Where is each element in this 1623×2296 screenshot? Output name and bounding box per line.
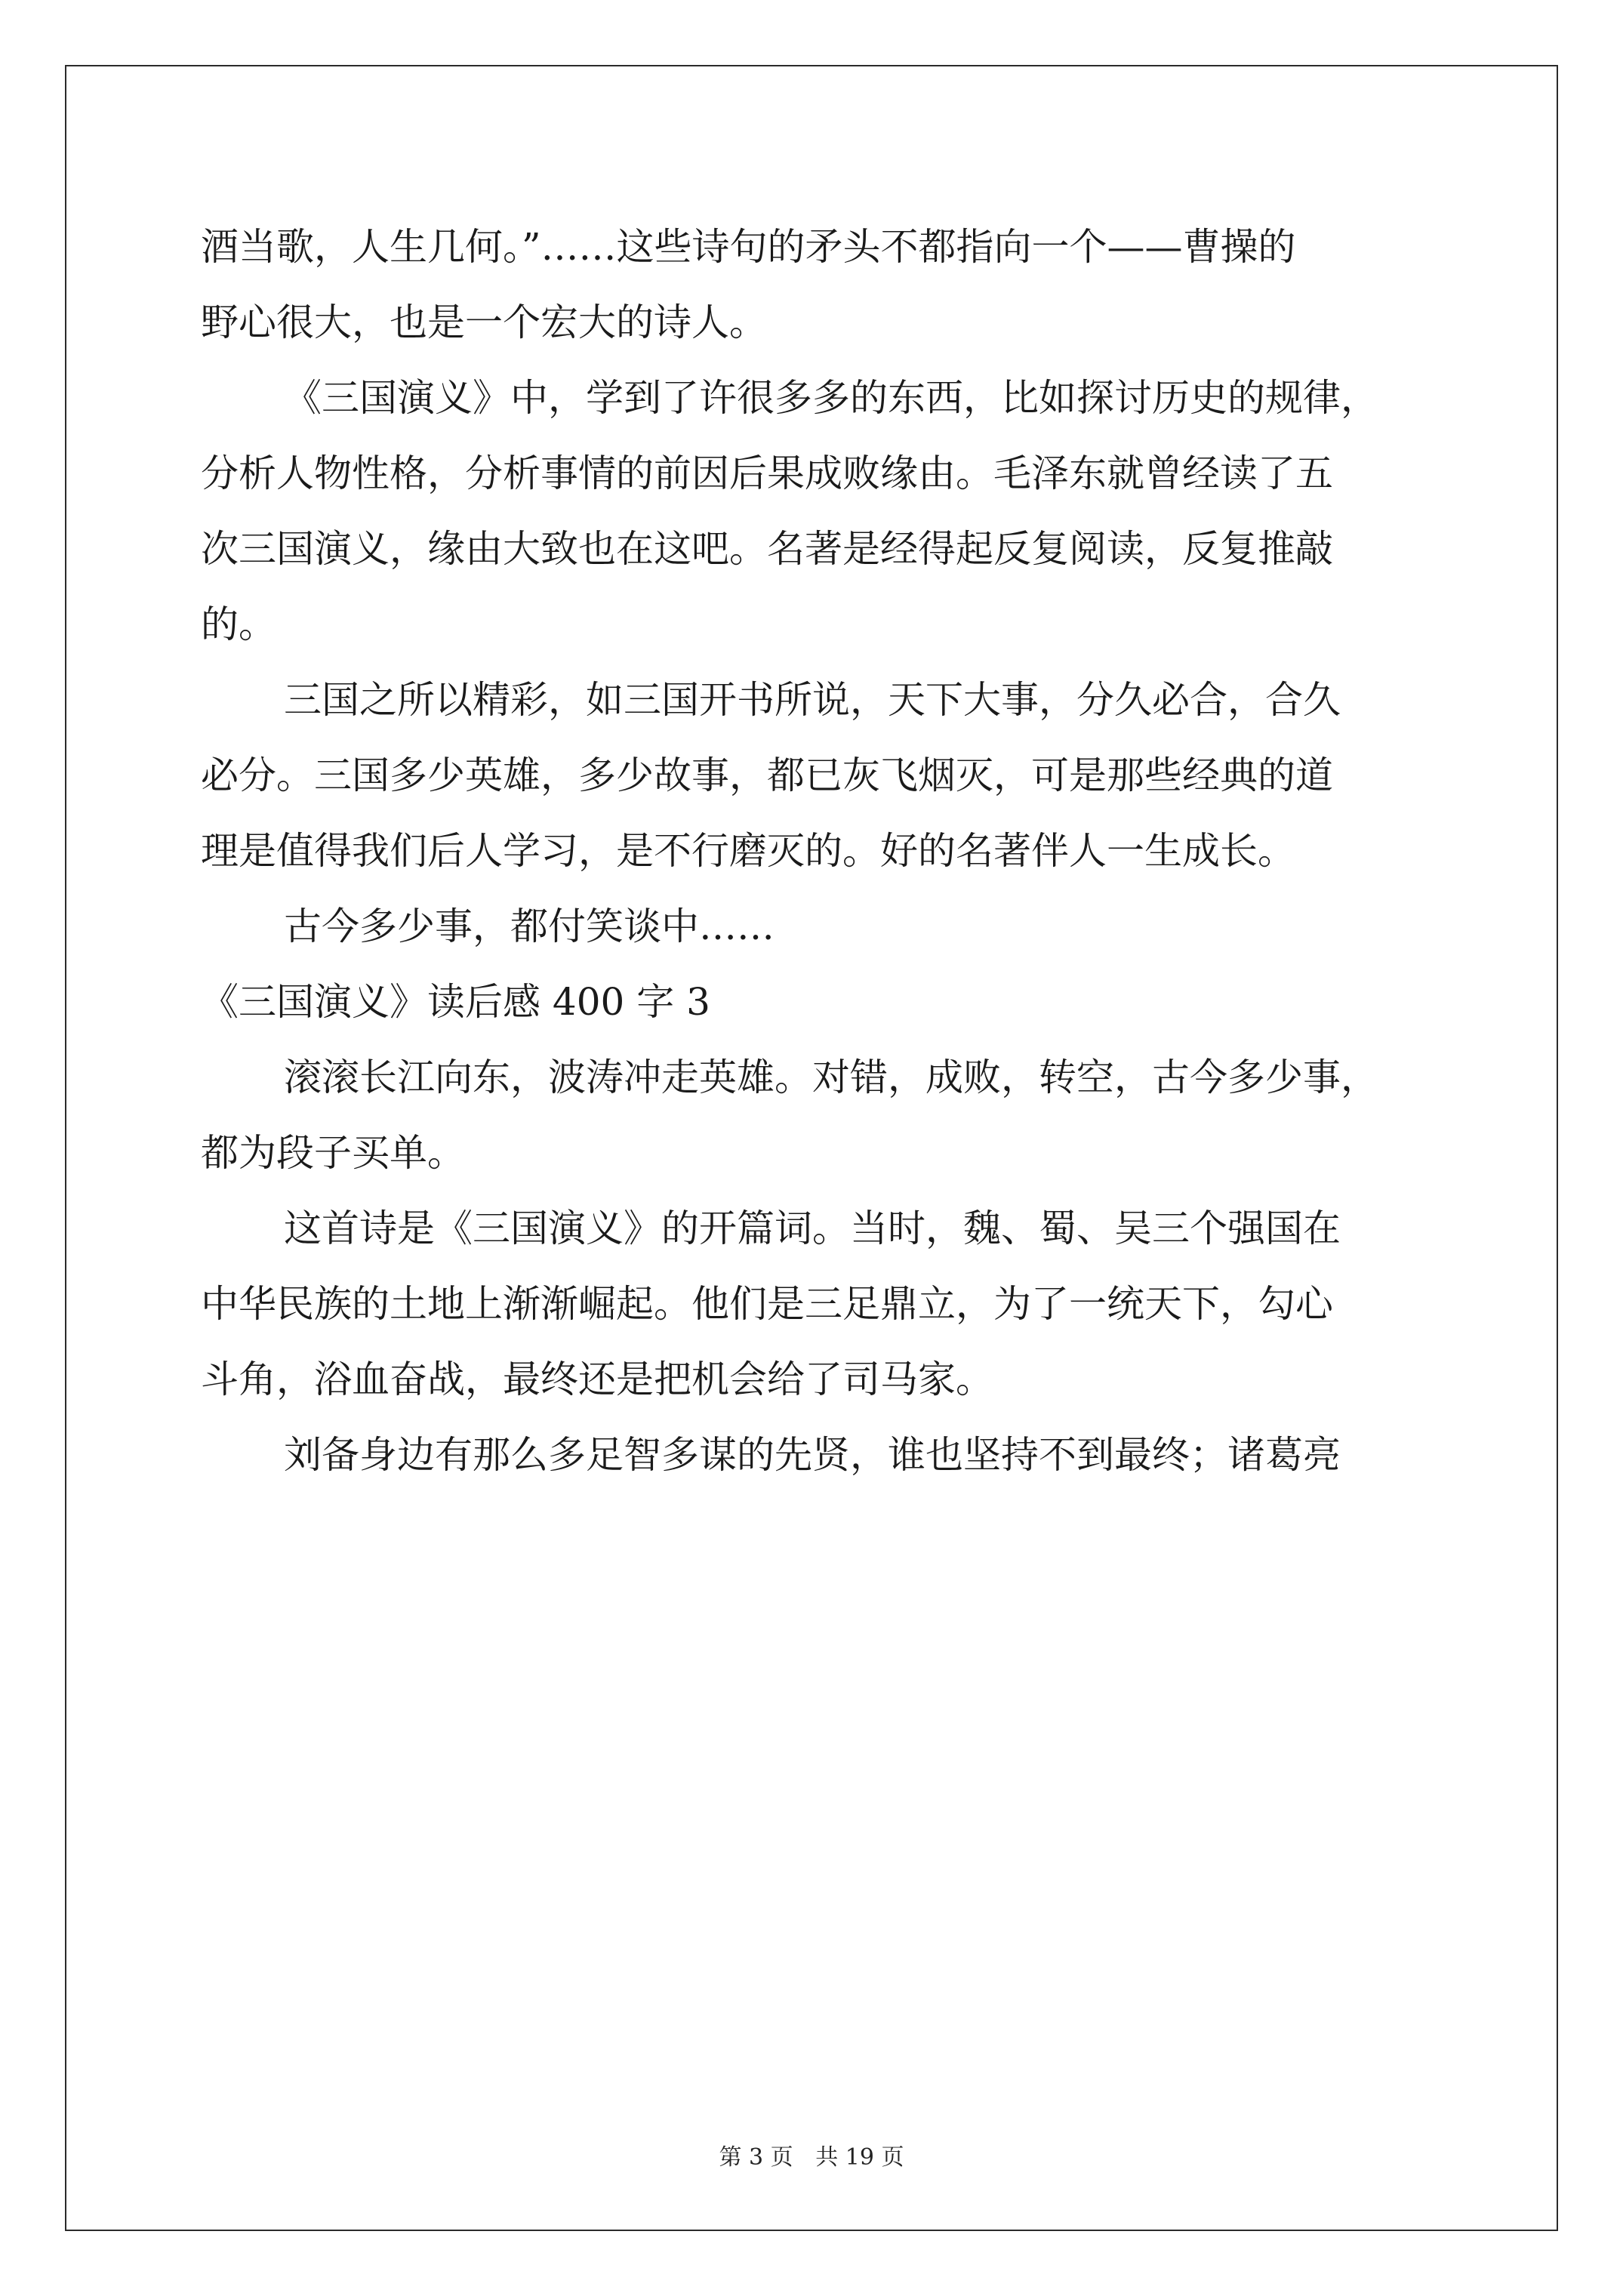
text-line: 必分。三国多少英雄，多少故事，都已灰飞烟灭，可是那些经典的道 (201, 754, 1333, 797)
text-line: 次三国演义，缘由大致也在这吧。名著是经得起反复阅读，反复推敲 (201, 527, 1333, 571)
text-line: 野心很大，也是一个宏大的诗人。 (201, 300, 767, 344)
text-line: 分析人物性格，分析事情的前因后果成败缘由。毛泽东就曾经读了五 (201, 451, 1333, 495)
paragraph-start: 古今多少事，都付笑谈中…… (284, 905, 775, 948)
text-line: 酒当歌，人生几何。”……这些诗句的矛头不都指向一个——曹操的 (201, 225, 1296, 269)
page-total: 共 19 页 (815, 2144, 904, 2171)
section-heading: 《三国演义》读后感 400 字 3 (201, 980, 710, 1024)
text-line: 斗角，浴血奋战，最终还是把机会给了司马家。 (201, 1358, 993, 1401)
text-line: 理是值得我们后人学习，是不行磨灭的。好的名著伴人一生成长。 (201, 829, 1295, 873)
page-number: 第 3 页 (719, 2144, 793, 2171)
text-line: 的。 (201, 603, 276, 646)
paragraph-start: 三国之所以精彩，如三国开书所说，天下大事，分久必合，合久 (284, 678, 1341, 722)
text-line: 中华民族的土地上渐渐崛起。他们是三足鼎立，为了一统天下，勾心 (201, 1282, 1333, 1326)
paragraph-start: 《三国演义》中，学到了许很多多的东西，比如探讨历史的规律， (284, 376, 1378, 420)
paragraph-start: 这首诗是《三国演义》的开篇词。当时，魏、蜀、吴三个强国在 (284, 1207, 1341, 1250)
text-line: 都为段子买单。 (201, 1131, 465, 1175)
paragraph-start: 滚滚长江向东，波涛冲走英雄。对错，成败，转空，古今多少事， (284, 1056, 1378, 1099)
paragraph-start: 刘备身边有那么多足智多谋的先贤，谁也坚持不到最终；诸葛亮 (284, 1433, 1341, 1477)
page-footer (0, 2138, 1623, 2171)
